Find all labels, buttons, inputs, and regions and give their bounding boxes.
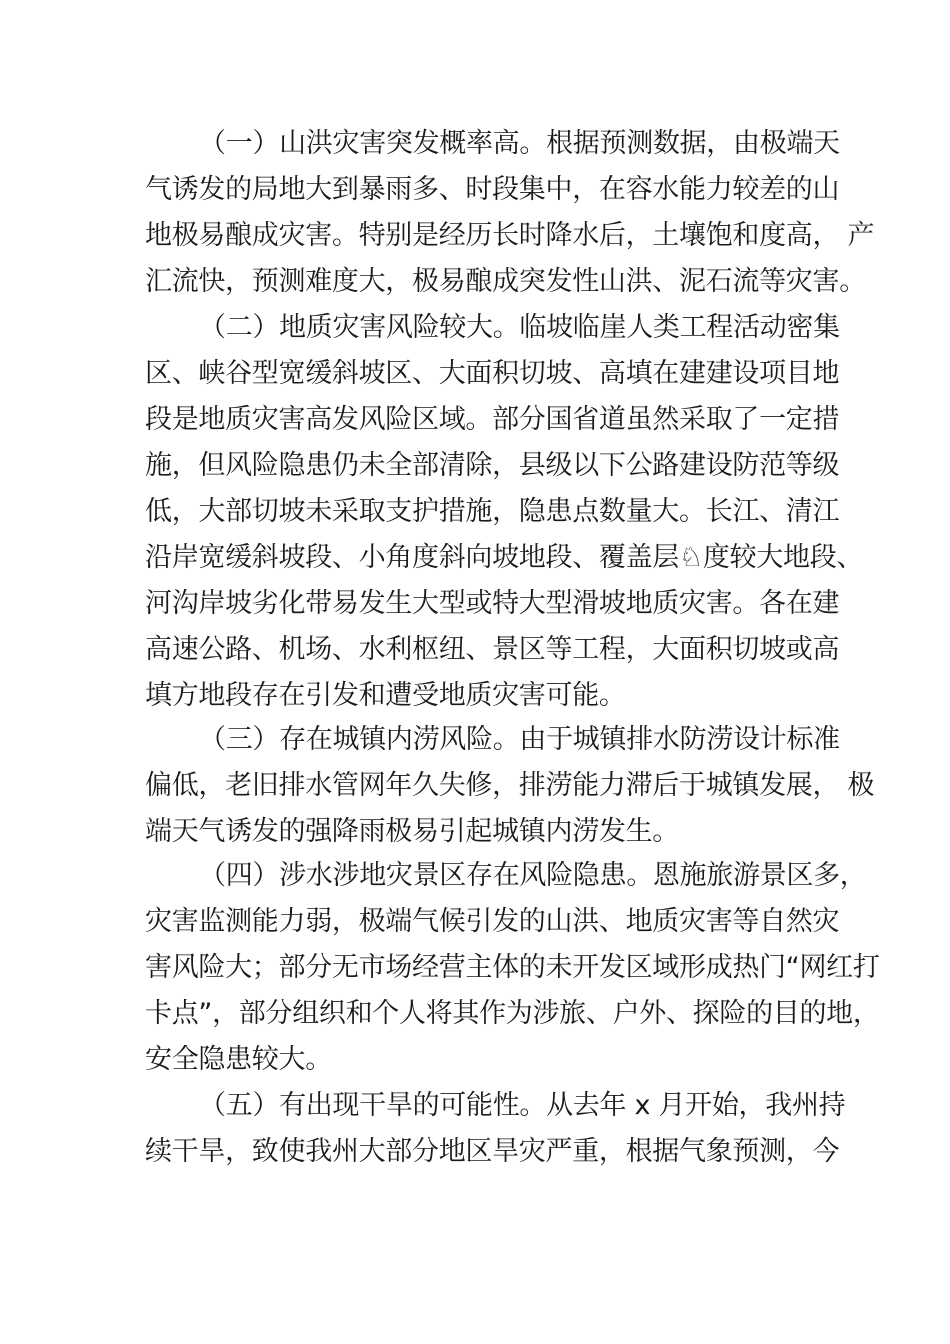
para-3-line-1: （三）存在城镇内涝风险。由于城镇排水防涝设计标准 bbox=[199, 724, 840, 755]
para-1-line-2: 气诱发的局地大到暴雨多、时段集中，在容水能力较差的山 bbox=[145, 174, 840, 205]
para-4-line-5: 安全隐患较大。 bbox=[145, 1044, 332, 1075]
para-2-line-6: 沿岸宽缓斜坡段、小角度斜向坡地段、覆盖层♘度较大地段、 bbox=[145, 542, 864, 573]
para-1-line-3: 地极易酿成灾害。特别是经历长时降水后，土壤饱和度高， 产 bbox=[145, 220, 875, 251]
para-2-line-4: 施，但风险隐患仍未全部清除，县级以下公路建设防范等级 bbox=[145, 450, 840, 481]
para-3-line-3: 端天气诱发的强降雨极易引起城镇内涝发生。 bbox=[145, 816, 679, 847]
para-1-line-4: 汇流快，预测难度大，极易酿成突发性山洪、泥石流等灾害。 bbox=[145, 266, 866, 297]
para-4-line-2: 灾害监测能力弱，极端气候引发的山洪、地质灾害等自然灾 bbox=[145, 906, 840, 937]
para-4-line-1: （四）涉水涉地灾景区存在风险隐患。恩施旅游景区多， bbox=[199, 860, 867, 891]
para-2-line-8: 高速公路、机场、水利枢纽、景区等工程，大面积切坡或高 bbox=[145, 634, 840, 665]
para-3-line-2: 偏低，老旧排水管网年久失修，排涝能力滞后于城镇发展， 极 bbox=[145, 770, 875, 801]
para-2-line-3: 段是地质灾害高发风险区域。部分国省道虽然采取了一定措 bbox=[145, 404, 840, 435]
para-5-line-2: 续干旱，致使我州大部分地区旱灾严重，根据气象预测，今 bbox=[145, 1136, 840, 1167]
para-4-line-4: 卡点”，部分组织和个人将其作为涉旅、户外、探险的目的地， bbox=[145, 998, 880, 1029]
para-2-line-2: 区、峡谷型宽缓斜坡区、大面积切坡、高填在建建设项目地 bbox=[145, 358, 840, 389]
para-2-line-5: 低，大部切坡未采取支护措施，隐患点数量大。长江、清江 bbox=[145, 496, 840, 527]
para-4-line-3: 害风险大；部分无市场经营主体的未开发区域形成热门“网红打 bbox=[145, 952, 880, 983]
para-2-line-7: 河沟岸坡劣化带易发生大型或特大型滑坡地质灾害。各在建 bbox=[145, 588, 840, 619]
para-5-line-1: （五）有出现干旱的可能性。从去年 x 月开始，我州持 bbox=[199, 1090, 846, 1121]
para-2-line-1: （二）地质灾害风险较大。临坡临崖人类工程活动密集 bbox=[199, 312, 840, 343]
para-2-line-9: 填方地段存在引发和遭受地质灾害可能。 bbox=[145, 680, 626, 711]
para-1-line-1: （一）山洪灾害突发概率高。根据预测数据，由极端天 bbox=[199, 128, 840, 159]
